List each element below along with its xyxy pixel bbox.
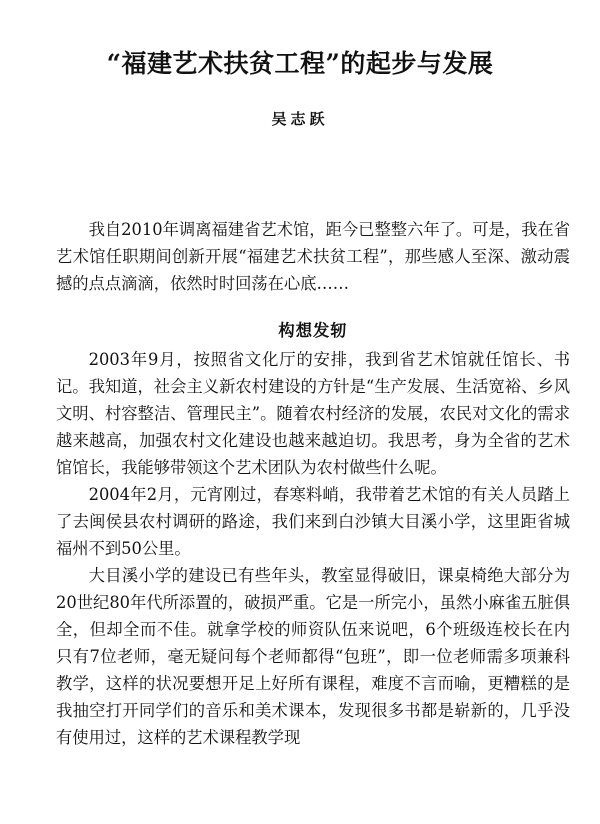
article-body — [56, 216, 570, 751]
article-title: “福建艺术扶贫工程”的起步与发展 — [106, 49, 494, 78]
section-heading: 构想发轫 — [278, 321, 348, 340]
intro-paragraph: 我自2010年调离福建省艺术馆，距今已整整六年了。可是，我在省艺术馆任职期间创新开展“福建艺术扶贫工程”，那些感人至深、激动震撼的点点滴滴，依然时时回荡在心底…… — [56, 220, 570, 293]
body-paragraph: 2003年9月，按照省文化厅的安排，我到省艺术馆就任馆长、书记。我知道，社会主义新农村建设的方针是“生产发展、生活宽裕、乡风文明、村容整洁、管理民主”。随着农村经济的发展，农民对文化的需求越来越高，加强农村文化建设也越来越迫切。我思考，身为全省的艺术馆馆长，我能够带领这个艺术团队为农村做些什么呢。 — [56, 350, 570, 477]
body-paragraph: 2004年2月，元宵刚过，春寒料峭，我带着艺术馆的有关人员踏上了去闽侯县农村调研的路途，我们来到白沙镇大目溪小学，这里距省城福州不到50公里。 — [56, 485, 570, 558]
body-paragraph: 大目溪小学的建设已有些年头，教室显得破旧，课桌椅绝大部分为20世纪80年代所添置的，破损严重。它是一所完小，虽然小麻雀五脏俱全，但却全而不佳。就拿学校的师资队伍来说吧，6个班级连校长在内只有7位老师，毫无疑问每个老师都得“包班”，即一位老师需多项兼科教学，这样的状况要想开足上好所有课程，难度不言而喻，更糟糕的是我抽空打开同学们的音乐和美术课本，发现很多书都是崭新的，几乎没有使用过，这样的艺术课程教学现 — [56, 566, 570, 747]
article-author: 吴志跃 — [271, 110, 329, 128]
